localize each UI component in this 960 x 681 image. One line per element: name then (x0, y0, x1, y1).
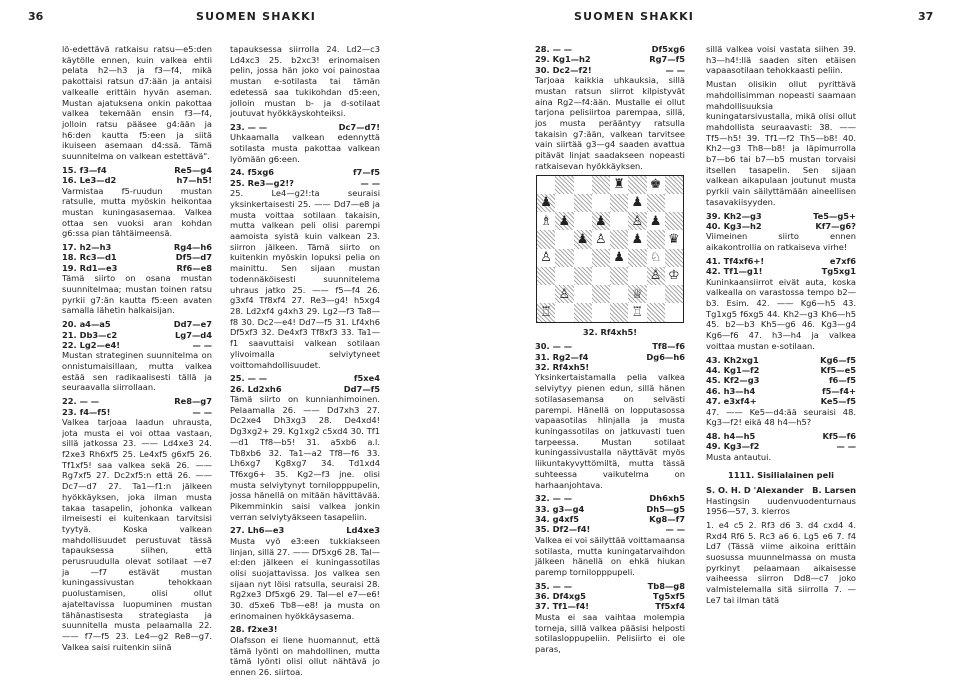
paragraph: tapauksessa siirrolla 24. Ld2—c3 Ld4xc3 25. b2xc3! erinomaisen pelin, jossa hän joko voi painostaa mustan e-sotilasta tai tämän edetessä saa tukikohdan d5:een, jolloin mustan b- ja d-sotilaat joutuvat hyökkäyskohteiksi. (230, 44, 380, 119)
move-line (706, 386, 856, 396)
move-white: 44. Kg1—f2 (706, 364, 760, 375)
move-black: Dc7—d7! (338, 121, 380, 132)
board-square (592, 194, 610, 212)
chess-piece-icon: ♘ (649, 250, 662, 266)
paragraph: Tämä siirto on osana mustan suunnitelmaa; mustan toinen ratsu pyrkii g7:än kautta f5:een avaten samalla lähetin halkaisijan. (62, 273, 212, 316)
move-white: 33. g3—g4 (535, 503, 585, 514)
board-square (647, 249, 665, 267)
column-4 (706, 44, 856, 609)
move-black: Df5xg6 (651, 44, 685, 54)
move-line (535, 504, 685, 514)
move-line (535, 44, 685, 54)
move-black: f5—f4+ (821, 385, 856, 396)
paragraph: Musta ei saa vaihtaa molempia torneja, sillä valkea pääsisi helposti sotilasloppupeliin. Pelisiirto ei ole paras, (535, 611, 685, 654)
board-square (628, 212, 646, 230)
move-black: — — (192, 339, 212, 350)
move-line (62, 165, 212, 175)
caption: 1111. Sisilialainen peli (728, 470, 834, 481)
paragraph: Valkea tarjoaa laadun uhrausta, jota musta ei voi ottaa vastaan, sillä jatkossa 23. —— Ld4xe3 24. f2xe3 Rh6xf5 25. Le4xf5 g6xf5 26. Tf1xf5! saa valkea sekä 26. —— Rg7xf5 27. Dc2xf5:n että 26. —— Dc7—d7 27. Ta1—f1:n jälkeen hyökkäyksen, joka ilman musta takaa tasapelin, johonka valkean ilmeisesti ei kuitenkaan tarvitsisi tyytyä. Koska valkean mahdollisuudet perustuvat tässä tapauksessa siihen, että perusruudulla olevat sotilaat —e7 ja —f7 estävät mustan kuningassivustan tehokkaan puolustamisen, olisi ollut ajateltavissa luopuminen mustan tähänastisesta strategiasta ja suunnitella musta pelaamalla 22. —— f7—f5 23. Le4—g2 Re8—g7. Valkea saisi ruitenkin siinä (62, 416, 212, 652)
move-black: Kf5—e5 (820, 364, 856, 375)
move-line (230, 525, 380, 535)
board-square (574, 249, 592, 267)
move-white: 31. Rg2—f4 (535, 351, 589, 362)
move-black: e7xf6 (829, 255, 856, 266)
move-line (535, 362, 685, 372)
move-black: Re8—g7 (174, 396, 212, 407)
move-black: Rg4—h6 (173, 242, 212, 253)
board-square (592, 176, 610, 194)
move-white: 30. Dc2—f2! (535, 64, 592, 75)
move-line (706, 396, 856, 406)
move-white: 28. — — (535, 44, 573, 54)
paragraph: Kuninkaansiirrot eivät auta, koska valkealla on varastossa tempo b2—b3. Esim. 42. —— Kg6—h5 43. Tg1xg5 f6xg5 44. Kh2—g3 Kh6—h5 45. b2—b3 Kh5—g6 46. Kg3—g4 Kg6—f6 47. h3—h4 ja valkea voittaa mustan e-sotilaan. (706, 276, 856, 351)
board-square (647, 194, 665, 212)
move-line (706, 365, 856, 375)
board-square (592, 212, 610, 230)
board-square (574, 267, 592, 285)
board-square (628, 194, 646, 212)
move-black: Tg5xf5 (652, 591, 685, 602)
move-line (230, 167, 380, 177)
board-square (537, 249, 555, 267)
move-white: 42. Tf1—g1! (706, 266, 763, 277)
move-black: Df5—d7 (175, 252, 212, 263)
paragraph: Musta vyö e3:een tukkiakseen linjan, sillä 27. —— Df5xg6 28. Tal—el:den jälkeen ei kuningassotilas olisi suojattavissa. Jos valkea sen sijaan nyt löisi ratsulla, seuraisi 28. Rg2xe3 Df5xg6 29. Tal—el e7—e6! 30. d5xe6 Tb8—e8! ja musta on erinomainen hyökkäysasema. (230, 535, 380, 621)
board-square (610, 249, 628, 267)
move-black: Lg7—d4 (174, 329, 212, 340)
board-square (628, 230, 646, 248)
move-black: Dd7—f5 (343, 383, 380, 394)
paragraph: sillä valkea voisi vastata siihen 39. h3—h4!:llä saaden siten etäisen vapaasotilaan tehokkaasti peliin. (706, 44, 856, 76)
board-square (610, 194, 628, 212)
board-square (592, 249, 610, 267)
chess-piece-icon: ♙ (595, 231, 607, 247)
move-black: Ld4xe3 (346, 525, 380, 536)
chess-piece-icon: ♚ (649, 177, 662, 193)
paragraph: Mustan olisikin ollut pyrittävä mahdollisimman nopeasti saamaan mahdollisuuksia kuningatarsivustalla, mikä olisi ollut mahdollista seuraavasti: 38. —— Tf5—h5! 39. Tf1—f2 Th5—b8! 40. Kh2—g3 Th8—b8! ja läpimurrolla b7—b6 tai b7—b5 mustan torvaisi itsellen tasapelin. Sen sijaan valkean aikapulaan joutunut musta pyrkii vain säilyttämään aineellisen tasavakiisyyden. (706, 79, 856, 207)
paragraph: Valkea ei voi säilyttää voittamaansa sotilasta, mutta kuningatarvaihdon jälkeen hänellä on ehkä hiukan paremp tornilopppupeli. (535, 534, 685, 577)
move-line (62, 175, 212, 185)
board-square (628, 303, 646, 321)
board-square (555, 176, 573, 194)
move-white: 25. Re3—g2!? (230, 177, 294, 188)
move-line (535, 54, 685, 64)
paragraph: 47. —— Ke5—d4:ää seuraisi 48. Kg3—f2! eikä 48 h4—h5? (706, 406, 856, 428)
board-square (610, 212, 628, 230)
page-number-left: 36 (28, 10, 44, 23)
move-black: — — (665, 524, 685, 535)
move-line (62, 319, 212, 329)
chess-piece-icon: ♟ (576, 231, 589, 247)
chess-piece-icon: ♟ (649, 213, 662, 229)
board-square (592, 285, 610, 303)
running-header-left: SUOMEN SHAKKI (196, 10, 317, 23)
paragraph: Tarjoaa kaikkia uhkauksia, sillä mustan ratsun siirrot kilpistyvät aina Rg2—f4:ään. Mustalle ei ollut tarjona pelisiirtoa parempaa, sillä, jos musta perääntyy ratsulla takaisin g7:ään, valkean tarvitsee vain siirtää g3—g4 saaden avattua pitävät linjat saadakseen nopeasti ratkaisevan hyökkäyksen. (535, 75, 685, 171)
running-header-right: SUOMEN SHAKKI (574, 10, 695, 23)
board-square (537, 212, 555, 230)
move-black: — — (192, 406, 212, 417)
move-line (535, 341, 685, 351)
board-square (610, 285, 628, 303)
chess-piece-icon: ♟ (540, 195, 552, 211)
move-black: Dh6xh5 (649, 493, 685, 504)
chess-piece-icon: ♜ (613, 177, 625, 193)
board-square (592, 303, 610, 321)
chess-piece-icon: ♖ (540, 304, 552, 320)
board-square (665, 249, 683, 267)
move-line (62, 340, 212, 350)
move-line (230, 178, 380, 188)
move-line (535, 601, 685, 611)
board-square (628, 249, 646, 267)
move-line (230, 122, 380, 132)
paragraph: Musta antautui. (706, 451, 772, 462)
move-black: Tg5xg1 (821, 266, 856, 277)
chess-piece-icon: ♙ (540, 250, 552, 266)
chess-piece-icon: ♕ (631, 286, 644, 302)
board-square (555, 303, 573, 321)
move-black: Tb8—g8 (647, 580, 685, 591)
board-square (555, 230, 573, 248)
board-square (555, 194, 573, 212)
move-white: 48. h4—h5 (706, 430, 756, 441)
chess-piece-icon: ♗ (540, 213, 552, 229)
move-black: Rf6—e8 (176, 262, 212, 273)
move-white: 15. f3—f4 (62, 164, 107, 175)
chess-piece-icon: ♟ (631, 195, 644, 211)
paragraph: Mustan strateginen suunnitelma on onnistumaisillaan, mutta valkea estää sen radikaalisesti tällä ja seuraavalla siirrollaan. (62, 350, 212, 393)
move-line (62, 242, 212, 252)
move-white: 32. — — (535, 493, 573, 504)
move-line (535, 524, 685, 534)
chess-piece-icon: ♟ (613, 250, 625, 266)
move-black: Tf5xf4 (655, 601, 685, 612)
chess-piece-icon: ♟ (558, 213, 571, 229)
move-white: 37. Tf1—f4! (535, 601, 590, 612)
chess-piece-icon: ♛ (668, 231, 680, 247)
chess-piece-icon: ♙ (631, 213, 644, 229)
move-black: Dh5—g5 (646, 503, 685, 514)
move-black: Rg7—f5 (649, 54, 685, 65)
board-square (647, 230, 665, 248)
move-line (535, 591, 685, 601)
move-line (62, 396, 212, 406)
paragraph: Viimeinen siirto ennen aikakontrollia on ratkaiseva virhe! (706, 231, 856, 253)
move-white: 23. — — (230, 121, 268, 132)
move-white: 27. Lh6—e3 (230, 525, 285, 536)
move-white: S. O. H. D 'Alexander (706, 485, 804, 496)
move-white: 47. e3xf4+ (706, 396, 757, 407)
board-square (537, 267, 555, 285)
move-line (706, 441, 856, 451)
move-line (62, 330, 212, 340)
board-square (665, 230, 683, 248)
board-square (665, 285, 683, 303)
board-square (592, 230, 610, 248)
paragraph: 25. Le4—g2!:ta seuraisi yksinkertaisesti 25. —— Dd7—e8 ja musta voittaa sotilaan takaisin, mutta valkean peli olisi parempi aamoista syistä kuin valkean 23. siirron jälkeen. Tämä siirto on kuitenkin myöskin lopuksi pelia on mainittu. Sen sijaan mustan todennäköisesti suunnitelema uhraus jatko 25. —— f5—f4 26. g3xf4 Tf8xf4 27. Re3—g4! h5xg4 28. Ld2xf4 g4xh3 29. Lg2—f3 Ta8—f8 30. Dc2—e4! Dd7—f5 31. Lf4xh6 Df5xf3 32. De4xf3 Tf8xf3 33. Ta1—f1 saavuttaisi valkean sotilaan ylivoimalla selviytyneet voittomahdollisuudet. (230, 188, 380, 370)
board-square (665, 176, 683, 194)
board-square (665, 194, 683, 212)
column-3 (535, 44, 685, 658)
board-square (647, 285, 665, 303)
column-1 (62, 44, 212, 655)
move-white: 26. Ld2xh6 (230, 383, 282, 394)
move-white: 19. Rd1—e3 (62, 262, 118, 273)
move-line (230, 384, 380, 394)
move-line (535, 493, 685, 503)
move-black: Kf5—f6 (822, 430, 856, 441)
move-white: 36. Df4xg5 (535, 591, 586, 602)
move-white: 41. Tf4xf6+! (706, 255, 765, 266)
move-line (62, 252, 212, 262)
chess-diagram (536, 175, 684, 323)
chess-piece-icon: ♙ (558, 286, 571, 302)
board-square (647, 212, 665, 230)
board-square (574, 303, 592, 321)
board-square (537, 176, 555, 194)
board-square (647, 176, 665, 194)
board-square (555, 212, 573, 230)
move-line (706, 266, 856, 276)
paragraph: Hastingsin uudenvuodenturnaus 1956—57, 3. kierros (706, 495, 856, 517)
board-square (555, 267, 573, 285)
board-square (628, 267, 646, 285)
move-line (706, 375, 856, 385)
move-black: f7—f5 (352, 167, 380, 178)
move-white: 28. f2xe3! (230, 624, 278, 635)
move-black: B. Larsen (812, 485, 856, 496)
move-white: 21. Db3—c2 (62, 329, 118, 340)
chess-piece-icon: ♙ (649, 268, 662, 284)
chess-piece-icon: ♟ (631, 231, 644, 247)
move-black: f5xe4 (353, 373, 380, 384)
board-square (628, 176, 646, 194)
move-white: 17. h2—h3 (62, 242, 112, 253)
paragraph: Varmistaa f5-ruudun mustan ratsulle, mutta myöskin heikontaa mustan kuningasasemaa. Valkea ottaa sen vuoksi aran kohdan g6:ssa pian tähtäimeensä. (62, 185, 212, 239)
move-white: 46. h3—h4 (706, 385, 756, 396)
board-square (574, 176, 592, 194)
board-square (574, 194, 592, 212)
chess-piece-icon: ♔ (668, 268, 680, 284)
move-black: Tf8—f6 (652, 341, 685, 352)
move-white: 35. — — (535, 580, 573, 591)
move-black: Kg8—f7 (649, 514, 685, 525)
move-line (535, 352, 685, 362)
move-black: — — (665, 64, 685, 75)
left-page (0, 0, 480, 677)
board-square (555, 285, 573, 303)
move-black: Kg6—f5 (820, 354, 856, 365)
move-white: 49. Kg3—f2 (706, 441, 760, 452)
move-white: 23. f4—f5! (62, 406, 111, 417)
board-square (574, 230, 592, 248)
spacer (706, 465, 856, 469)
move-line (230, 624, 380, 634)
board-square (574, 285, 592, 303)
move-black: h7—h5! (176, 175, 212, 186)
page-number-right: 37 (918, 10, 934, 23)
paragraph: 1. e4 c5 2. Rf3 d6 3. d4 cxd4 4. Rxd4 Rf6 5. Rc3 a6 6. Lg5 e6 7. f4 Ld7 (Tässä viime aikoina erittäin suosussa muunnelmassa on musta pyrkinyt pelaamaan aikaisesse vaiheessa siirron Dd8—c7 joko valmistelemalla sitä siirrolla 7. — Le7 tai ilman tätä (706, 519, 856, 605)
board-square (537, 230, 555, 248)
move-white: 35. Df2—f4! (535, 524, 591, 535)
move-line (62, 263, 212, 273)
move-black: — — (360, 177, 380, 188)
board-square (610, 176, 628, 194)
board-square (537, 303, 555, 321)
board-square (628, 285, 646, 303)
chess-piece-icon: ♖ (631, 304, 644, 320)
move-line (62, 407, 212, 417)
move-black: Ke5—f5 (820, 396, 856, 407)
move-white: 29. Kg1—h2 (535, 54, 591, 65)
move-white: 18. Rc3—d1 (62, 252, 117, 263)
move-black: Te5—g5+ (813, 210, 856, 221)
board-square (574, 212, 592, 230)
move-line (706, 256, 856, 266)
move-white: 39. Kh2—g3 (706, 210, 762, 221)
move-line (706, 221, 856, 231)
board-square (610, 303, 628, 321)
paragraph: Uhkaamalla valkean edennyttä sotilasta musta pakottaa valkean lyömään g6:een. (230, 132, 380, 164)
move-black: Re5—g4 (174, 164, 212, 175)
move-black: Dd7—e7 (173, 319, 212, 330)
move-black: — — (836, 441, 856, 452)
move-white: 20. a4—a5 (62, 319, 111, 330)
chess-piece-icon: ♟ (595, 213, 607, 229)
move-white: 40. Kg3—h2 (706, 220, 762, 231)
move-line (706, 431, 856, 441)
board-square (610, 267, 628, 285)
move-white: 22. Lg2—e4! (62, 339, 121, 350)
board-square (537, 194, 555, 212)
board-square (665, 212, 683, 230)
board-square (665, 267, 683, 285)
move-white: 34. g4xf5 (535, 514, 580, 525)
move-line (706, 355, 856, 365)
move-white: 16. Le3—d2 (62, 175, 117, 186)
move-line (535, 581, 685, 591)
move-line (706, 485, 856, 495)
caption: 32. Rf4xh5! (582, 326, 638, 337)
column-2 (230, 44, 380, 681)
move-black: Dg6—h6 (646, 351, 685, 362)
board-square (665, 303, 683, 321)
paragraph: Yksinkertaistamalla pelia valkea selviytyy pienen edun, sillä hänen sotilasasemansa on selvästi parempi. Hänellä on lopputasossa vapaasotilas hlinjalla ja musta kuningassotilas on jatkuvasti tuen tarpeessa. Mustan sotilaat kuningassivustalla näyttävät myös liikuntakyvyttömiltä, mutta tässä suhteessa vaikutelma on harhaanjohtava. (535, 372, 685, 490)
right-page (480, 0, 960, 669)
move-line (535, 514, 685, 524)
move-black: f6—f5 (828, 375, 856, 386)
board-square (647, 267, 665, 285)
move-white: 30. — — (535, 341, 573, 352)
paragraph: Olafsson ei liene huomannut, että tämä lyönti on mahdollinen, mutta tämä lyönti olisi ollut nähtävä jo ennen 26. siirtoa. (230, 634, 380, 677)
move-white: 25. — — (230, 373, 268, 384)
move-line (706, 211, 856, 221)
board-square (610, 230, 628, 248)
move-white: 24. f5xg6 (230, 167, 275, 178)
board-square (592, 267, 610, 285)
move-white: 22. — — (62, 396, 100, 407)
paragraph: lö-edettävä ratkaisu ratsu—e5:den käytölle ennen, kuin valkea ehtii pelata h2—h3 ja f3—f4, mikä pakottaisi ratsun d7:ään ja antaisi valkealle erittäin hyvän aseman. Mustan ajatuksena onkin pakottaa valkea tekemään ensin f3—f4, jolloin ratsu pääsee g4:ään ja h6:den kautta f5:een ja siitä ikuiseen asemaan d4:ssä. Tämä suunnitelma on valkean estettävä". (62, 44, 212, 162)
move-line (535, 65, 685, 75)
move-white: 43. Kh2xg1 (706, 354, 759, 365)
board-square (555, 249, 573, 267)
move-white: 45. Kf2—g3 (706, 375, 760, 386)
board-square (537, 285, 555, 303)
move-line (230, 373, 380, 383)
board-square (647, 303, 665, 321)
paragraph: Tämä siirto on kunnianhimoinen. Pelaamalla 26. —— Dd7xh3 27. Dc2xe4 Dh3xg3 28. De4xd4! Dg3xg2+ 29. Kg1xg2 c5xd4 30. Tf1—d1 Tf8—b5! 31. a5xb6 a.l. Tb8xb6 32. Ta1—a2 Tf8—f6 33. Lh6xg7 Kg8xg7 34. Td1xd4 Tf6xg6+ 35. Kg2—f3 jne. olisi musta selviytynyt tornilopppupelin, jossa hänellä on mitään hävittävää. Pikemminkin saisi valkea jonkin verran selviytyäkseen tasapeliin. (230, 394, 380, 522)
move-white: 32. Rf4xh5! (535, 362, 590, 373)
move-black: Kf7—g6? (815, 220, 856, 231)
